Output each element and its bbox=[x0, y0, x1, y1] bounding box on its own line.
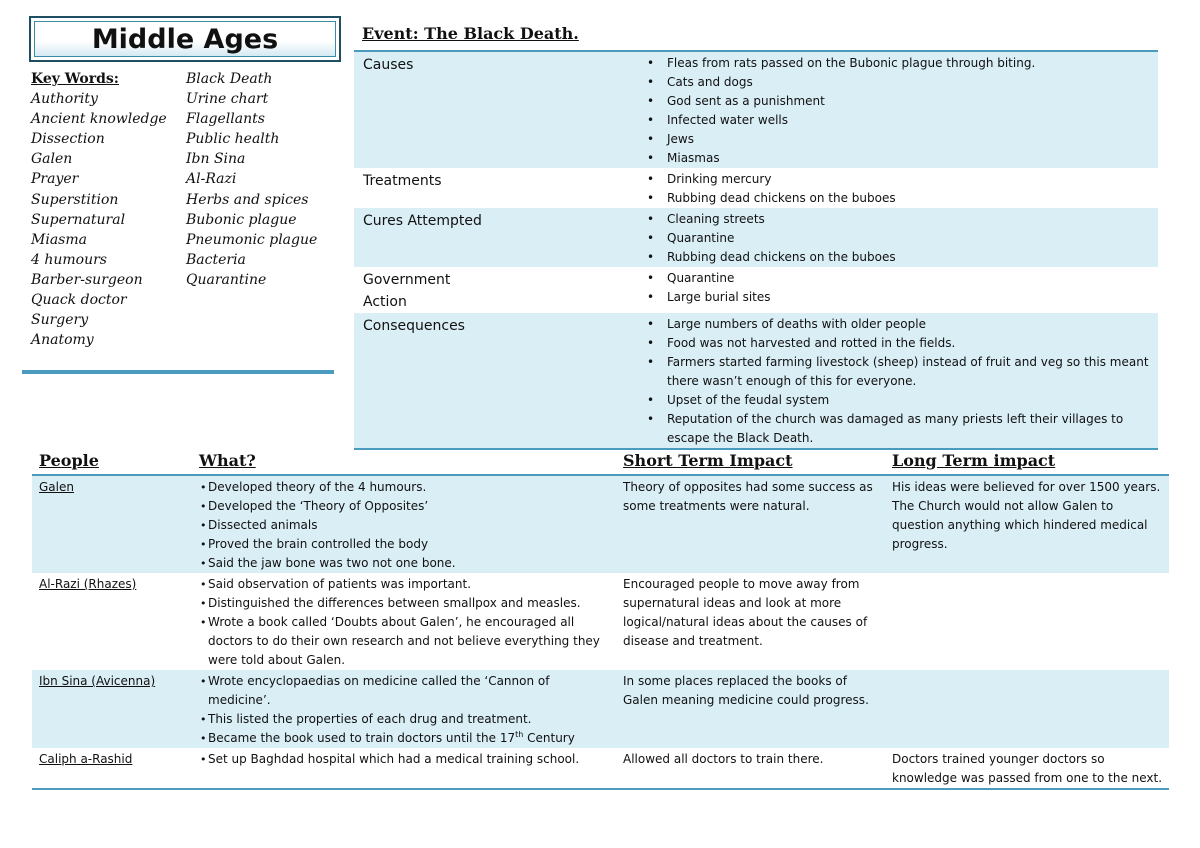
key-word: Ibn Sina bbox=[186, 151, 246, 168]
list-item: • Developed theory of the 4 humours. bbox=[208, 478, 612, 497]
list-item: • Food was not harvested and rotted in the fields. bbox=[667, 334, 1158, 353]
what-cell bbox=[192, 670, 616, 748]
list-item: • Said the jaw bone was two not one bone. bbox=[208, 554, 612, 573]
key-words-column-1 bbox=[31, 69, 167, 350]
list-item-text: Century bbox=[523, 731, 575, 745]
list-item-text: Became the book used to train doctors until the 17 bbox=[208, 731, 516, 745]
event-row-label: Causes bbox=[363, 57, 414, 73]
key-word: Anatomy bbox=[31, 332, 94, 349]
list-item: • Farmers started farming livestock (sheep) instead of fruit and veg so this meant there wasn’t enough of this for everyone. bbox=[667, 353, 1158, 391]
key-word: Barber-surgeon bbox=[31, 271, 143, 288]
person-name: Al-Razi (Rhazes) bbox=[39, 577, 137, 591]
list-item: • Cleaning streets bbox=[667, 210, 1158, 229]
event-row-government bbox=[354, 267, 1158, 313]
event-table bbox=[354, 50, 1158, 450]
event-row-items bbox=[495, 168, 1158, 208]
long-term-text: Doctors trained younger doctors so knowledge was passed from one to the next. bbox=[892, 752, 1163, 785]
long-term-text: The Church would not allow Galen to question anything which hindered medical progress. bbox=[892, 499, 1148, 551]
key-word: Herbs and spices bbox=[186, 191, 309, 208]
list-item: • Wrote a book called ‘Doubts about Galen’, he encouraged all doctors to do their own research and not believe everything they were told about Galen. bbox=[208, 613, 612, 670]
key-word: Galen bbox=[31, 151, 73, 168]
event-row-label: Consequences bbox=[363, 318, 465, 334]
list-item: • Large burial sites bbox=[667, 288, 1158, 307]
long-term-cell bbox=[885, 475, 1169, 573]
people-table bbox=[32, 449, 1169, 790]
table-row bbox=[32, 475, 1169, 573]
event-row-items bbox=[495, 51, 1158, 168]
long-term-cell bbox=[885, 670, 1169, 748]
person-name: Ibn Sina (Avicenna) bbox=[39, 674, 156, 688]
key-word: Ancient knowledge bbox=[31, 111, 167, 128]
list-item: • Rubbing dead chickens on the buboes bbox=[667, 248, 1158, 267]
list-item: • Wrote encyclopaedias on medicine called the ‘Cannon of medicine’. bbox=[208, 672, 612, 710]
long-term-cell bbox=[885, 573, 1169, 670]
key-word: Quarantine bbox=[186, 271, 267, 288]
short-term-cell: In some places replaced the books of Galen meaning medicine could progress. bbox=[623, 674, 869, 707]
list-item: • Rubbing dead chickens on the buboes bbox=[667, 189, 1158, 208]
header-people: People bbox=[32, 449, 192, 475]
list-item: • Dissected animals bbox=[208, 516, 612, 535]
long-term-cell bbox=[885, 748, 1169, 789]
header-short-term: Short Term Impact bbox=[616, 449, 885, 475]
key-word: Prayer bbox=[31, 171, 79, 188]
person-name: Caliph a-Rashid bbox=[39, 752, 133, 766]
list-item: • Upset of the feudal system bbox=[667, 391, 1158, 410]
event-row-consequences bbox=[354, 313, 1158, 449]
superscript: th bbox=[515, 730, 524, 739]
key-word: Dissection bbox=[31, 131, 105, 148]
event-row-items bbox=[495, 313, 1158, 449]
key-word: Quack doctor bbox=[31, 292, 127, 309]
key-word: Miasma bbox=[31, 231, 87, 248]
event-row-causes bbox=[354, 51, 1158, 168]
list-item: • This listed the properties of each drug and treatment. bbox=[208, 710, 612, 729]
header-what: What? bbox=[192, 449, 616, 475]
list-item: • Distinguished the differences between smallpox and measles. bbox=[208, 594, 612, 613]
list-item: • Jews bbox=[667, 130, 1158, 149]
key-words-column-2 bbox=[186, 69, 317, 290]
what-cell bbox=[192, 573, 616, 670]
list-item: • Drinking mercury bbox=[667, 170, 1158, 189]
what-cell bbox=[192, 475, 616, 573]
list-item: • Set up Baghdad hospital which had a medical training school. bbox=[208, 750, 612, 769]
key-word: Flagellants bbox=[186, 111, 265, 128]
short-term-cell: Allowed all doctors to train there. bbox=[623, 752, 824, 766]
key-words-heading: Key Words: bbox=[31, 71, 119, 87]
list-item bbox=[208, 729, 612, 748]
key-word: Bacteria bbox=[186, 251, 246, 268]
event-row-treatments bbox=[354, 168, 1158, 208]
event-row-items bbox=[495, 267, 1158, 313]
list-item: • Quarantine bbox=[667, 269, 1158, 288]
key-word: Surgery bbox=[31, 312, 89, 329]
event-title: Event: The Black Death. bbox=[362, 24, 579, 43]
key-word: Urine chart bbox=[186, 91, 269, 108]
event-row-label: Cures Attempted bbox=[363, 213, 482, 229]
key-word: Pneumonic plague bbox=[186, 231, 318, 248]
list-item: • Proved the brain controlled the body bbox=[208, 535, 612, 554]
key-word: Superstition bbox=[31, 191, 119, 208]
list-item: • Quarantine bbox=[667, 229, 1158, 248]
event-row-items bbox=[495, 208, 1158, 267]
page-title: Middle Ages bbox=[91, 23, 279, 55]
key-word: Authority bbox=[31, 91, 98, 108]
key-word: 4 humours bbox=[31, 251, 107, 268]
list-item: • God sent as a punishment bbox=[667, 92, 1158, 111]
event-row-label: Treatments bbox=[363, 173, 442, 189]
list-item: • Large numbers of deaths with older people bbox=[667, 315, 1158, 334]
event-row-cures bbox=[354, 208, 1158, 267]
page-title-box bbox=[29, 16, 341, 62]
key-word: Bubonic plague bbox=[186, 211, 297, 228]
people-header-row bbox=[32, 449, 1169, 475]
short-term-cell: Theory of opposites had some success as some treatments were natural. bbox=[623, 480, 873, 513]
what-cell bbox=[192, 748, 616, 789]
event-row-label: Government Action bbox=[363, 272, 451, 310]
key-word: Black Death bbox=[186, 71, 273, 87]
list-item: • Infected water wells bbox=[667, 111, 1158, 130]
long-term-text: His ideas were believed for over 1500 years. bbox=[892, 480, 1161, 494]
list-item: • Cats and dogs bbox=[667, 73, 1158, 92]
list-item: • Said observation of patients was important. bbox=[208, 575, 612, 594]
list-item: • Reputation of the church was damaged as many priests left their villages to escape the Black Death. bbox=[667, 410, 1158, 448]
list-item: • Fleas from rats passed on the Bubonic plague through biting. bbox=[667, 54, 1158, 73]
key-words-divider bbox=[22, 370, 334, 374]
key-word: Public health bbox=[186, 131, 280, 148]
key-word: Al-Razi bbox=[186, 171, 237, 188]
table-row bbox=[32, 670, 1169, 748]
header-long-term: Long Term impact bbox=[885, 449, 1169, 475]
key-word: Supernatural bbox=[31, 211, 126, 228]
short-term-cell: Encouraged people to move away from supernatural ideas and look at more logical/natural ideas about the causes of disease and treatment. bbox=[623, 577, 868, 648]
person-name: Galen bbox=[39, 480, 74, 494]
list-item: • Miasmas bbox=[667, 149, 1158, 168]
table-row bbox=[32, 573, 1169, 670]
list-item: • Developed the ‘Theory of Opposites’ bbox=[208, 497, 612, 516]
table-row bbox=[32, 748, 1169, 789]
